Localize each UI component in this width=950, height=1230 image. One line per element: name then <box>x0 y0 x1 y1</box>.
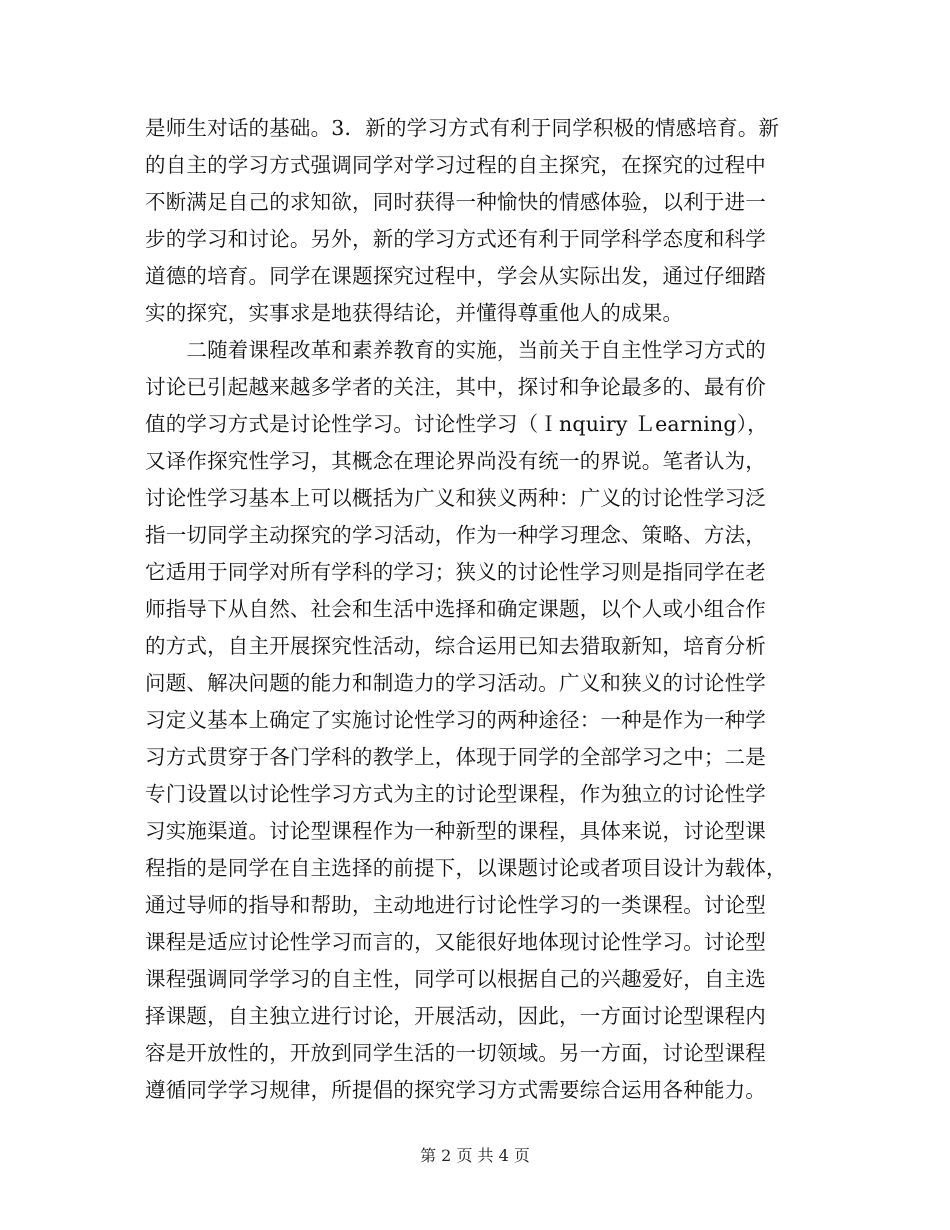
text-line: 二随着课程改革和素养教育的实施，当前关于自主性学习方式的 <box>145 338 766 362</box>
text-line: 程指的是同学在自主选择的前提下，以课题讨论或者项目设计为载体， <box>145 856 787 880</box>
text-line: 通过导师的指导和帮助，主动地进行讨论性学习的一类课程。讨论型 <box>145 893 766 917</box>
text-line: 习定义基本上确定了实施讨论性学习的两种途径：一种是作为一种学 <box>145 708 766 732</box>
body-text <box>145 110 805 1109</box>
text-line: 讨论性学习基本上可以概括为广义和狭义两种：广义的讨论性学习泛 <box>145 486 766 510</box>
text-line: 问题、解决问题的能力和制造力的学习活动。广义和狭义的讨论性学 <box>145 671 766 695</box>
text-line: 课程强调同学学习的自主性，同学可以根据自己的兴趣爱好，自主选 <box>145 967 766 991</box>
text-line: 不断满足自己的求知欲，同时获得一种愉快的情感体验，以利于进一 <box>145 190 766 214</box>
page-number-footer: 第 2 页 共 4 页 <box>420 1146 530 1165</box>
text-line: 指一切同学主动探究的学习活动，作为一种学习理念、策略、方法， <box>145 523 766 547</box>
text-line: 师指导下从自然、社会和生活中选择和确定课题，以个人或小组合作 <box>145 597 766 621</box>
text-line: 讨论已引起越来越多学者的关注，其中，探讨和争论最多的、最有价 <box>145 375 766 399</box>
text-line: 择课题，自主独立进行讨论，开展活动，因此，一方面讨论型课程内 <box>145 1004 766 1028</box>
text-line: 步的学习和讨论。另外，新的学习方式还有利于同学科学态度和科学 <box>145 227 766 251</box>
text-line: 遵循同学学习规律，所提倡的探究学习方式需要综合运用各种能力。 <box>145 1078 766 1102</box>
text-line: 专门设置以讨论性学习方式为主的讨论型课程，作为独立的讨论性学 <box>145 782 766 806</box>
text-line: 是师生对话的基础。3．新的学习方式有利于同学积极的情感培育。新 <box>145 116 780 140</box>
text-line: 它适用于同学对所有学科的学习；狭义的讨论性学习则是指同学在老 <box>145 560 766 584</box>
text-line: 习实施渠道。讨论型课程作为一种新型的课程，具体来说，讨论型课 <box>145 819 766 843</box>
text-line: 值的学习方式是讨论性学习。讨论性学习（Ｉnquiry Ｌearning）， <box>145 412 768 436</box>
text-line: 课程是适应讨论性学习而言的，又能很好地体现讨论性学习。讨论型 <box>145 930 766 954</box>
text-line: 的方式，自主开展探究性活动，综合运用已知去猎取新知，培育分析 <box>145 634 766 658</box>
text-line: 道德的培育。同学在课题探究过程中，学会从实际出发，通过仔细踏 <box>145 264 766 288</box>
text-line: 习方式贯穿于各门学科的教学上，体现于同学的全部学习之中；二是 <box>145 745 766 769</box>
text-line: 的自主的学习方式强调同学对学习过程的自主探究，在探究的过程中 <box>145 153 766 177</box>
text-line: 实的探究，实事求是地获得结论，并懂得尊重他人的成果。 <box>145 301 684 325</box>
text-line: 容是开放性的，开放到同学生活的一切领域。另一方面，讨论型课程 <box>145 1041 766 1065</box>
text-line: 又译作探究性学习，其概念在理论界尚没有统一的界说。笔者认为， <box>145 449 766 473</box>
